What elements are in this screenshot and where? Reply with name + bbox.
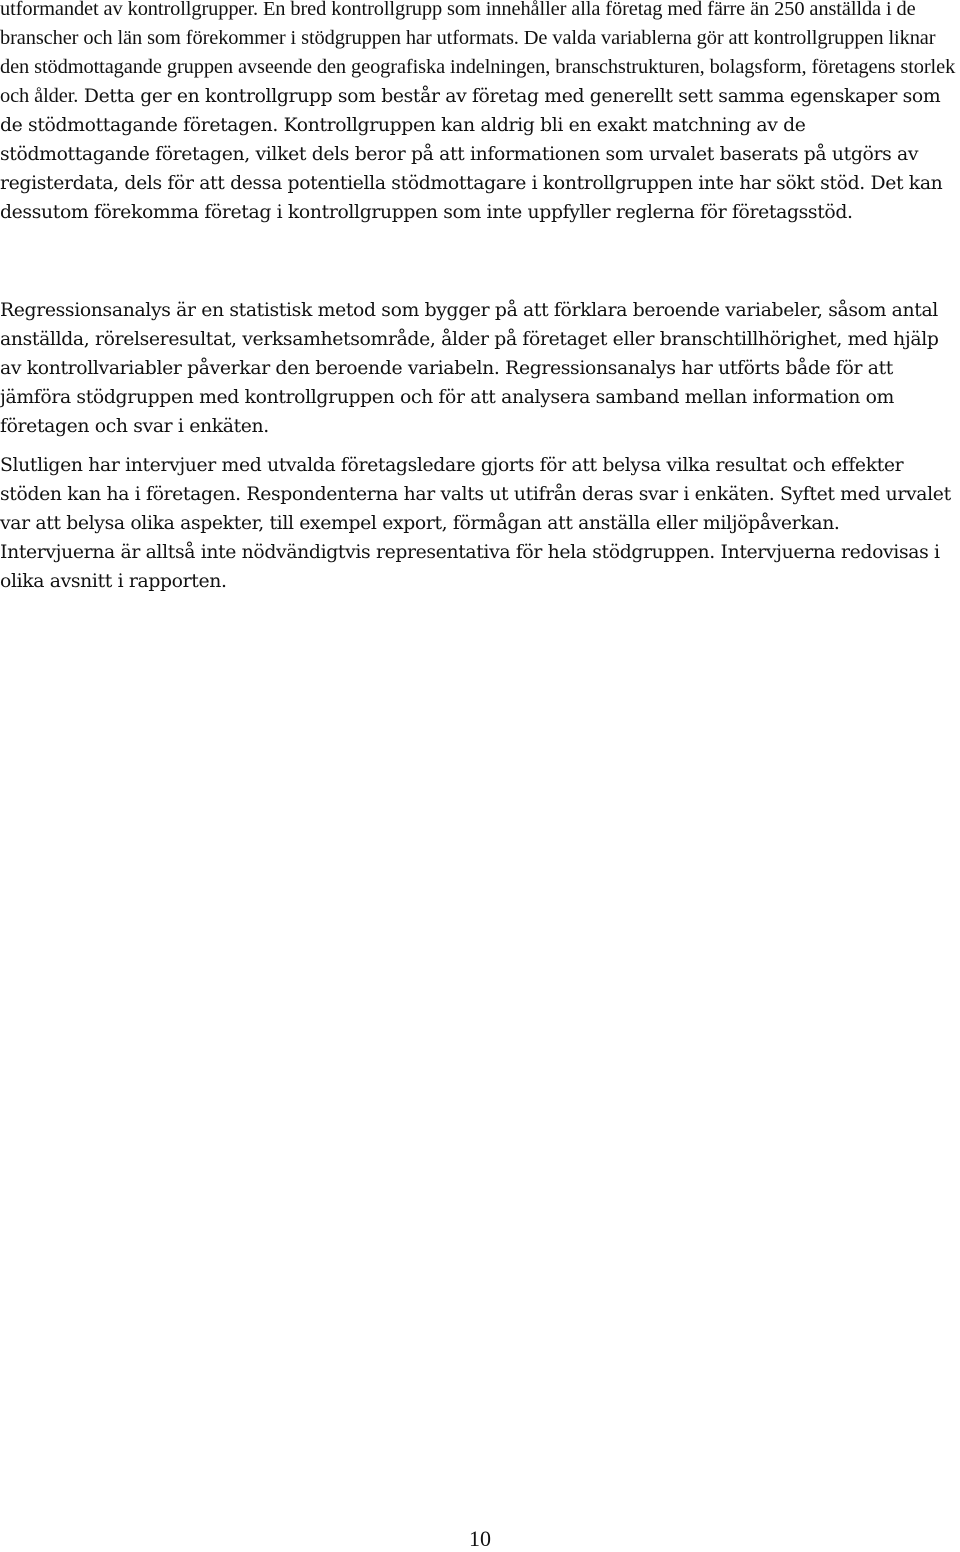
paragraph-regression-analysis: Regressionsanalys är en statistisk metod som bygger på att förklara beroende variabeler, såsom antal anställda, rörelseresultat, verksamhetsområde, ålder på företaget eller branschtillhörighet, med hjälp av kontrollvariabler påverkar den beroende variabeln. Regressionsanalys har utförts både för att jämföra stödgruppen med kontrollgruppen och för att analysera samband mellan information om företagen och svar i enkäten. — [0, 300, 939, 437]
paragraph-segment-serif: Detta ger en kontrollgrupp som består av företag med generellt sett samma egenskaper som de stödmottagande företagen. Kontrollgruppen kan aldrig bli en exakt matchning av de stödmottagande företagen, vilket dels beror på att informationen som urvalet baserats på utgörs av registerdata, dels för att dessa potentiella stödmottagare i kontrollgruppen inte har sökt stöd. Det kan dessutom förekomma företag i kontrollgruppen som inte uppfyller reglerna för företagsstöd. — [0, 86, 943, 223]
paragraph-segment-sans: utformandet av kontrollgrupper. En bred kontrollgrupp som innehåller alla företag med färre än 250 anställda i de branscher och län som förekommer i stödgruppen har utformats. De valda variablerna gör att kontrollgruppen liknar den stödmottagande gruppen avseende den geografiska indelningen, branschstrukturen, bolagsform, företagens storlek och ålder. — [0, 0, 956, 107]
page-number: 10 — [469, 1526, 491, 1551]
paragraph-control-group — [0, 0, 958, 227]
paragraph-interviews: Slutligen har intervjuer med utvalda företagsledare gjorts för att belysa vilka resultat och effekter stöden kan ha i företagen. Respondenterna har valts ut utifrån deras svar i enkäten. Syftet med urvalet var att belysa olika aspekter, till exempel export, förmågan att anställa eller miljöpåverkan. Intervjuerna är alltså inte nödvändigtvis representativa för hela stödgruppen. Intervjuerna redovisas i olika avsnitt i rapporten. — [0, 455, 951, 592]
